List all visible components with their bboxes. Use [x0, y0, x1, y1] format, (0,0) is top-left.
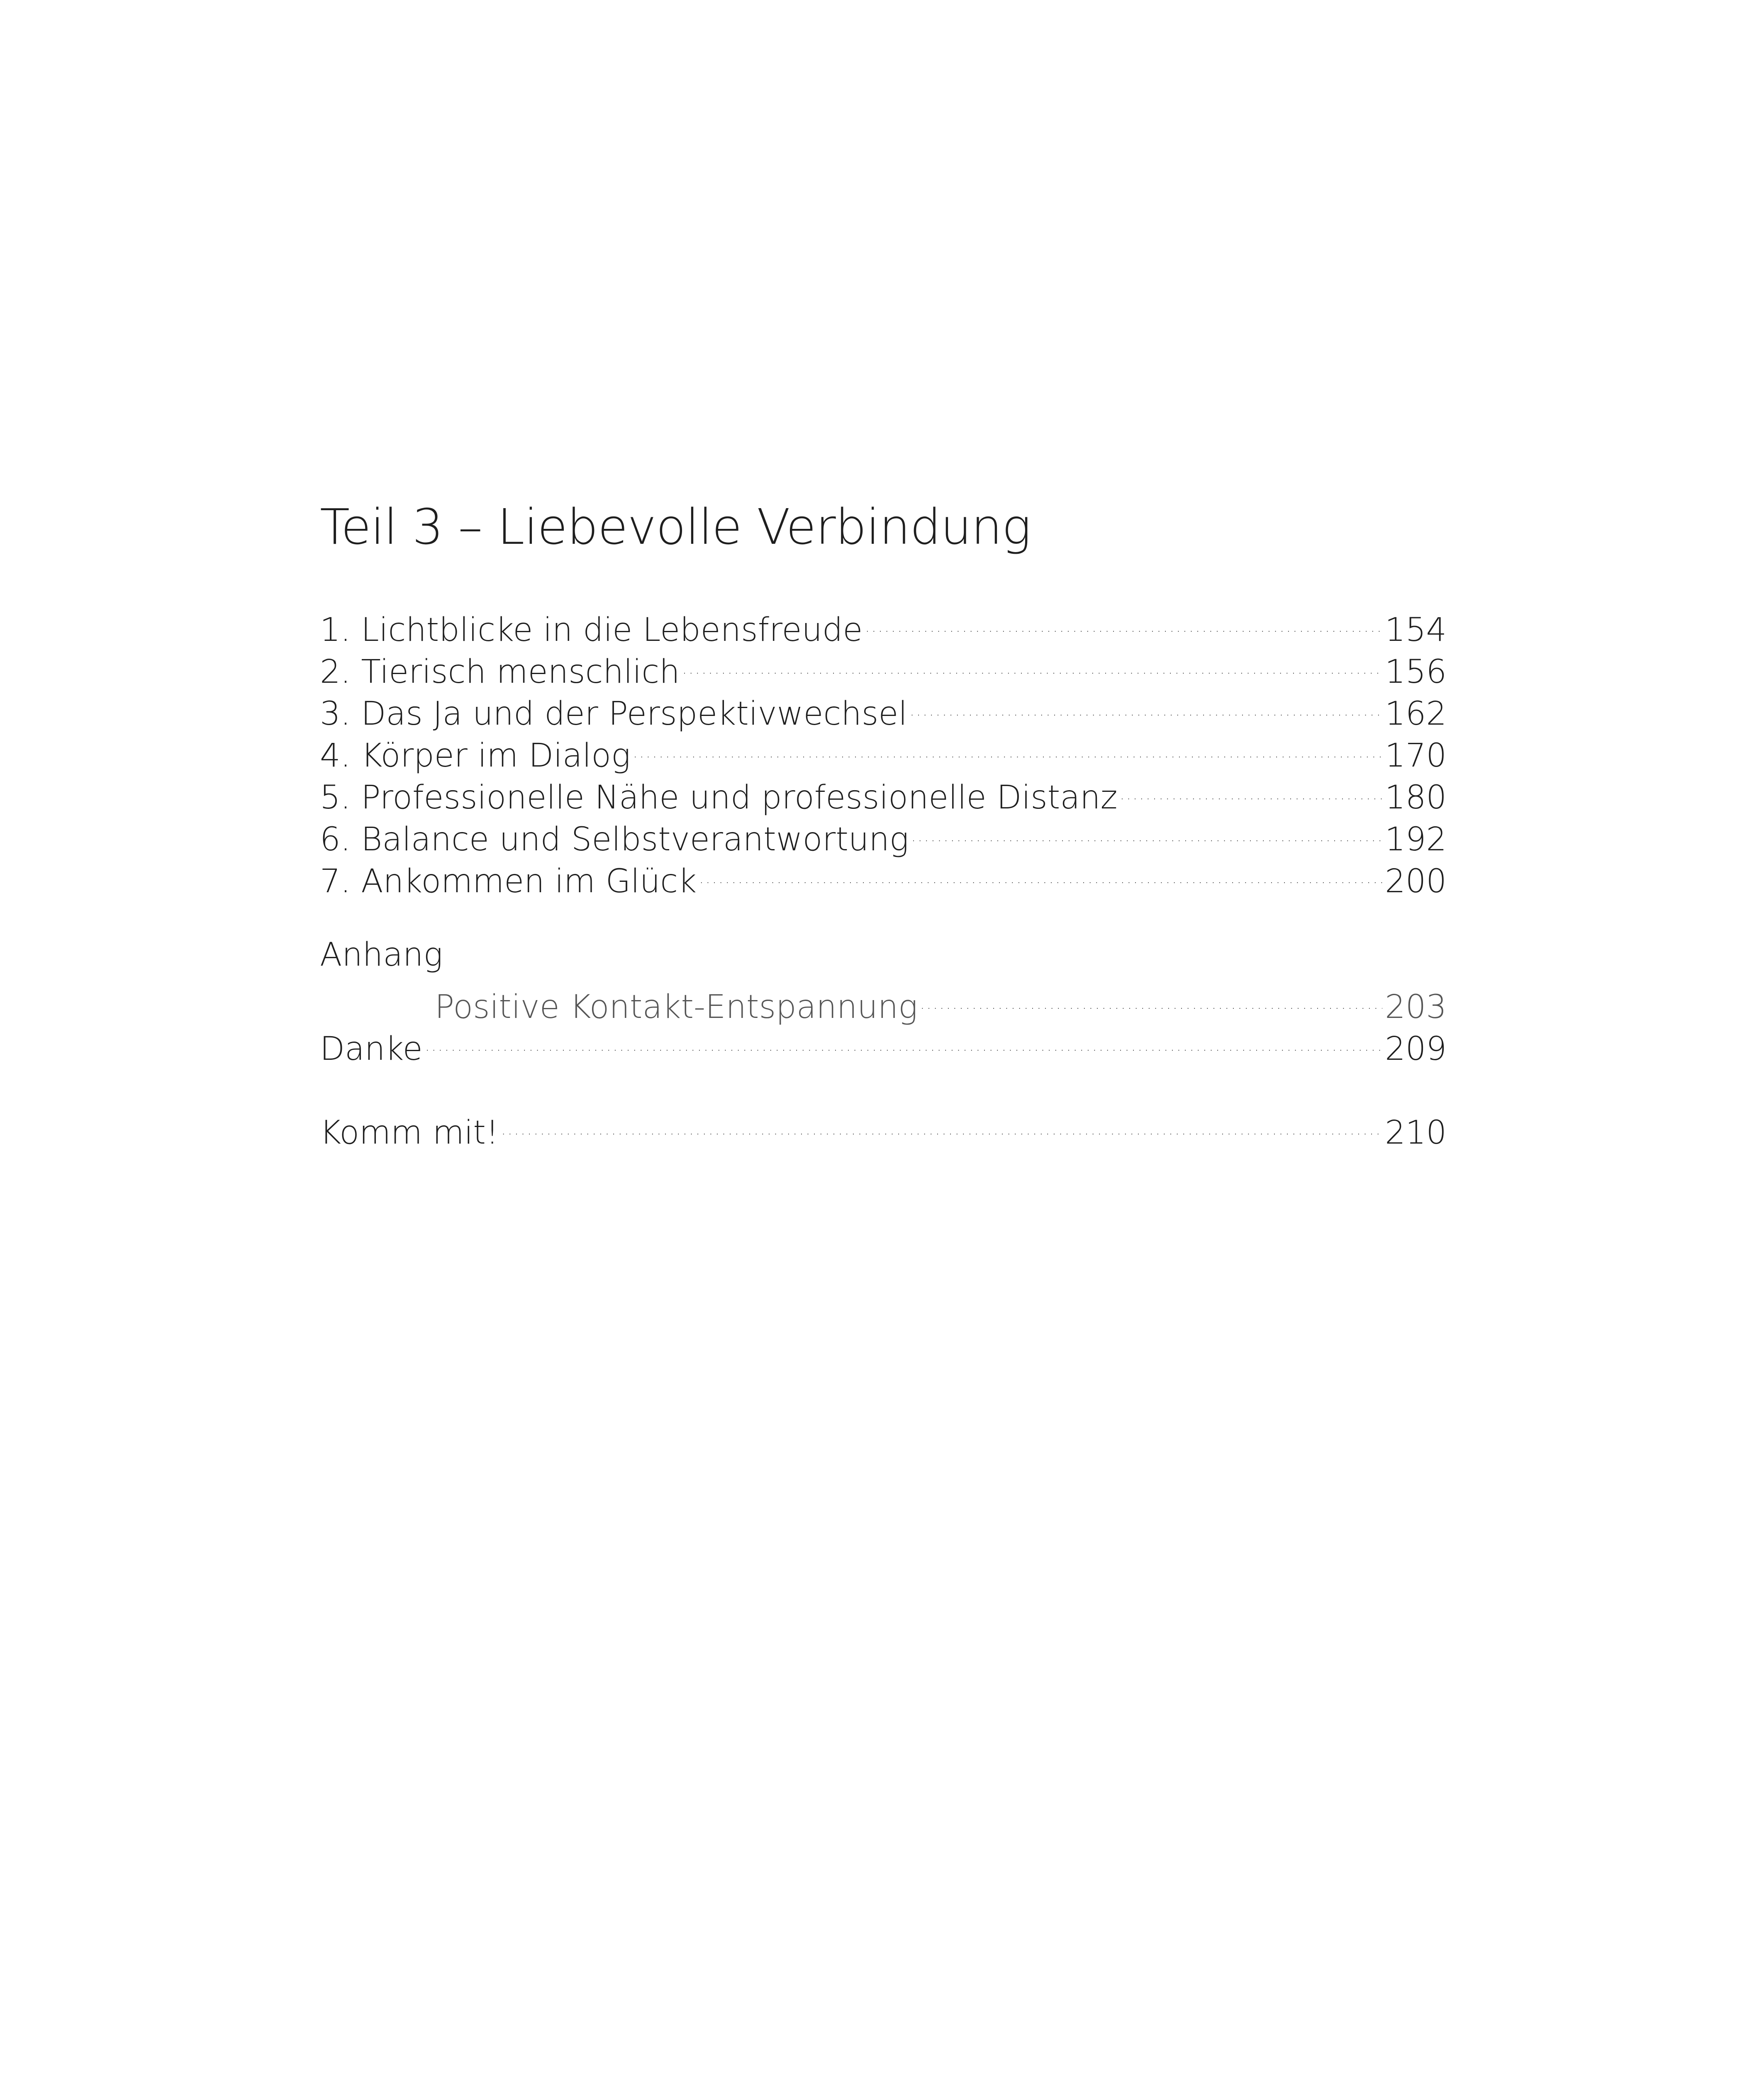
toc-entry-page: 203	[1385, 988, 1447, 1026]
toc-entry-label: 5. Professionelle Nähe und professionelle Distanz	[320, 779, 1118, 816]
dot-leader	[920, 976, 1382, 1018]
dot-leader	[1120, 767, 1383, 808]
section-heading: Teil 3 – Liebevolle Verbindung	[320, 498, 1031, 555]
toc-entry-page: 156	[1385, 653, 1447, 691]
dot-leader	[425, 1018, 1382, 1060]
dot-leader	[699, 850, 1382, 892]
toc-entry-page: 162	[1385, 695, 1447, 733]
toc-entry-label: 6. Balance und Selbstverantwortung	[320, 821, 909, 858]
toc-entry-page: 200	[1385, 863, 1447, 900]
toc-entry-page: 180	[1385, 779, 1447, 816]
spacer	[320, 1060, 1447, 1102]
appendix-heading: Anhang	[320, 936, 443, 974]
toc-entry[interactable]	[320, 599, 1447, 649]
toc-entry-thanks[interactable]	[320, 1018, 1447, 1068]
toc-entry-come-along[interactable]	[320, 1102, 1447, 1151]
toc-entry-page: 192	[1385, 821, 1447, 858]
dot-leader	[633, 725, 1382, 767]
toc-entry-page: 209	[1385, 1030, 1447, 1068]
toc-entry-page: 210	[1385, 1114, 1447, 1151]
table-of-contents	[320, 599, 1447, 1151]
dot-leader	[682, 641, 1382, 683]
dot-leader	[501, 1102, 1382, 1144]
toc-entry-page: 170	[1385, 737, 1447, 774]
toc-entry-label: 4. Körper im Dialog	[320, 737, 631, 774]
toc-entry-label: 2. Tierisch menschlich	[320, 653, 680, 691]
dot-leader	[865, 599, 1382, 641]
toc-entry-label: 1. Lichtblicke in die Lebensfreude	[320, 611, 863, 649]
toc-entry-label: Komm mit!	[320, 1114, 499, 1151]
dot-leader	[911, 808, 1382, 850]
toc-entry-label: 7. Ankommen im Glück	[320, 863, 697, 900]
toc-entry-page: 154	[1385, 611, 1447, 649]
toc-entry-label: Positive Kontakt-Entspannung	[435, 988, 918, 1026]
toc-subentry[interactable]	[320, 976, 1447, 1026]
toc-entry-label: Danke	[320, 1030, 423, 1068]
dot-leader	[910, 683, 1382, 725]
toc-entry-label: 3. Das Ja und der Perspektivwechsel	[320, 695, 908, 733]
